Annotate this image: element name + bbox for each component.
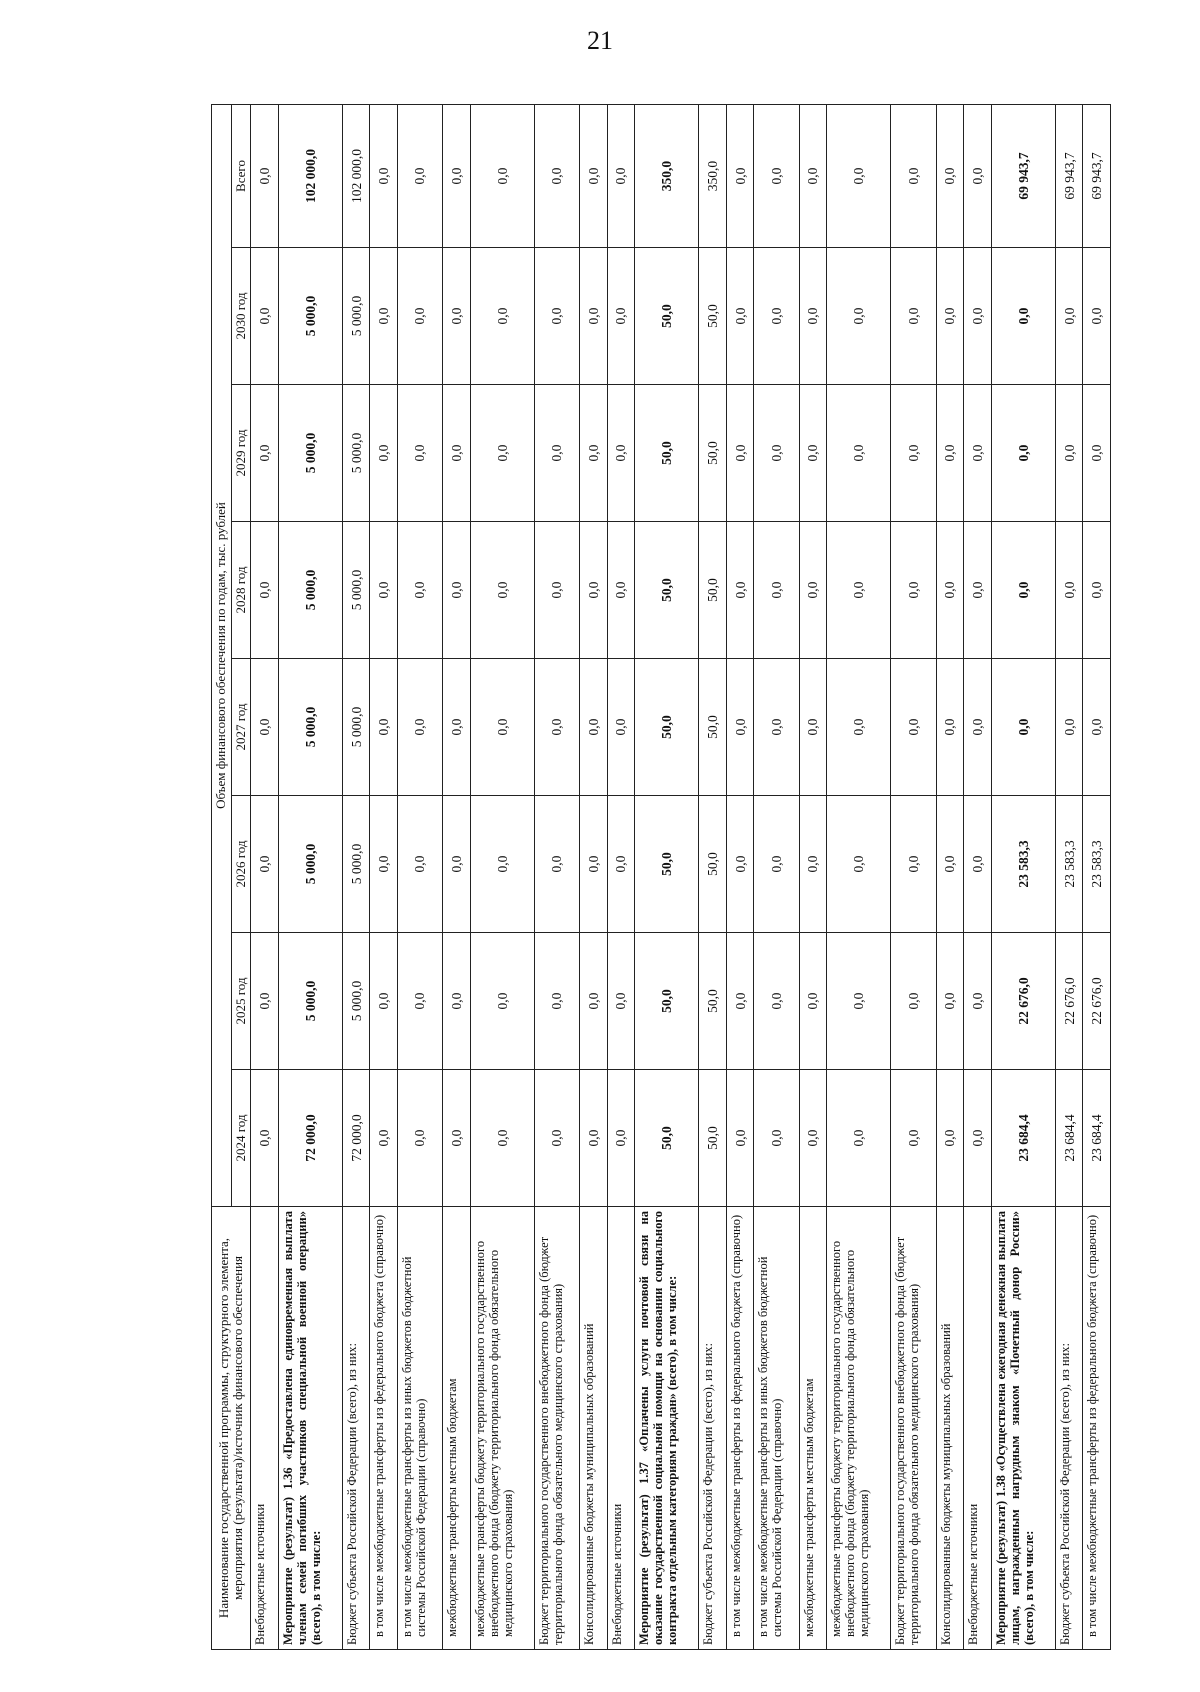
row-value-cell: 0,0 [891, 385, 936, 522]
row-value-cell: 0,0 [534, 104, 579, 247]
row-value-cell: 0,0 [726, 796, 754, 933]
row-value-cell: 0,0 [397, 659, 442, 796]
row-name-cell: в том числе межбюджетные трансферты из иных бюджетов бюджетной системы Российской Федерации (справочно) [754, 1207, 799, 1650]
row-value-cell: 0,0 [827, 1070, 891, 1207]
row-value-cell: 0,0 [580, 522, 608, 659]
row-value-cell: 0,0 [580, 659, 608, 796]
row-value-cell: 0,0 [470, 796, 534, 933]
row-value-cell: 0,0 [799, 933, 827, 1070]
row-value-cell: 0,0 [534, 796, 579, 933]
row-value-cell: 0,0 [470, 248, 534, 385]
row-value-cell: 0,0 [470, 522, 534, 659]
row-value-cell: 0,0 [580, 1070, 608, 1207]
header-year-5: 2029 год [231, 385, 251, 522]
row-value-cell: 0,0 [964, 522, 992, 659]
row-value-cell: 0,0 [443, 104, 471, 247]
row-value-cell: 50,0 [635, 796, 699, 933]
table-row [397, 104, 442, 1649]
row-name-cell: в том числе межбюджетные трансферты из иных бюджетов бюджетной системы Российской Федерации (справочно) [397, 1207, 442, 1650]
row-value-cell: 0,0 [370, 248, 398, 385]
row-name-cell: Внебюджетные источники [607, 1207, 635, 1650]
row-value-cell: 0,0 [726, 522, 754, 659]
row-value-cell: 5 000,0 [342, 385, 370, 522]
row-value-cell: 22 676,0 [1055, 933, 1083, 1070]
row-value-cell: 0,0 [397, 1070, 442, 1207]
financing-table [211, 104, 1111, 1650]
row-value-cell: 0,0 [936, 248, 964, 385]
row-value-cell: 0,0 [1083, 248, 1111, 385]
table-row [1055, 104, 1083, 1649]
row-value-cell: 102 000,0 [342, 104, 370, 247]
row-value-cell: 0,0 [827, 522, 891, 659]
row-value-cell: 23 583,3 [1083, 796, 1111, 933]
row-value-cell: 0,0 [936, 796, 964, 933]
row-value-cell: 0,0 [534, 522, 579, 659]
header-year-0: 2024 год [231, 1070, 251, 1207]
row-value-cell: 0,0 [936, 104, 964, 247]
row-value-cell: 23 583,3 [1055, 796, 1083, 933]
row-name-cell: в том числе межбюджетные трансферты из федерального бюджета (справочно) [1083, 1207, 1111, 1650]
row-value-cell: 0,0 [251, 796, 279, 933]
row-value-cell: 0,0 [251, 933, 279, 1070]
row-value-cell: 69 943,7 [991, 104, 1055, 247]
row-value-cell: 0,0 [754, 659, 799, 796]
row-value-cell: 0,0 [470, 104, 534, 247]
row-value-cell: 0,0 [891, 104, 936, 247]
row-value-cell: 0,0 [827, 385, 891, 522]
row-value-cell: 0,0 [964, 659, 992, 796]
row-value-cell: 0,0 [443, 1070, 471, 1207]
table-row [580, 104, 608, 1649]
row-value-cell: 0,0 [470, 385, 534, 522]
row-value-cell: 5 000,0 [278, 796, 342, 933]
row-value-cell: 0,0 [607, 933, 635, 1070]
row-value-cell: 0,0 [936, 933, 964, 1070]
row-value-cell: 69 943,7 [1083, 104, 1111, 247]
table-row [964, 104, 992, 1649]
row-value-cell: 0,0 [799, 104, 827, 247]
row-value-cell: 0,0 [1055, 522, 1083, 659]
row-value-cell: 0,0 [936, 1070, 964, 1207]
header-year-7: Всего [231, 104, 251, 247]
row-value-cell: 0,0 [251, 659, 279, 796]
header-year-2: 2026 год [231, 796, 251, 933]
table-row [991, 104, 1055, 1649]
row-value-cell: 0,0 [1083, 659, 1111, 796]
row-value-cell: 5 000,0 [342, 659, 370, 796]
row-value-cell: 0,0 [799, 522, 827, 659]
row-value-cell: 0,0 [726, 1070, 754, 1207]
row-value-cell: 5 000,0 [342, 522, 370, 659]
row-value-cell: 5 000,0 [278, 248, 342, 385]
row-value-cell: 0,0 [754, 522, 799, 659]
row-value-cell: 0,0 [607, 1070, 635, 1207]
row-value-cell: 0,0 [251, 248, 279, 385]
row-value-cell: 0,0 [607, 659, 635, 796]
row-value-cell: 50,0 [699, 796, 727, 933]
row-value-cell: 0,0 [397, 933, 442, 1070]
row-name-cell: Мероприятие (результат) 1.37 «Оплачены услуги почтовой связи на оказание государственной социальной помощи на основании социального контракта отдельным категориям граждан» (всего), в том числе: [635, 1207, 699, 1650]
row-value-cell: 50,0 [699, 1070, 727, 1207]
row-value-cell: 5 000,0 [278, 522, 342, 659]
row-name-cell: Бюджет субъекта Российской Федерации (всего), из них: [1055, 1207, 1083, 1650]
table-row [342, 104, 370, 1649]
row-value-cell: 23 684,4 [1055, 1070, 1083, 1207]
row-value-cell: 50,0 [699, 248, 727, 385]
row-value-cell: 0,0 [754, 385, 799, 522]
rotated-table-frame [211, 105, 1111, 1650]
table-row [251, 104, 279, 1649]
row-value-cell: 0,0 [726, 659, 754, 796]
table-row [799, 104, 827, 1649]
row-value-cell: 0,0 [754, 104, 799, 247]
row-value-cell: 0,0 [726, 248, 754, 385]
row-value-cell: 0,0 [754, 933, 799, 1070]
table-row [1083, 104, 1111, 1649]
row-value-cell: 50,0 [635, 659, 699, 796]
row-value-cell: 0,0 [936, 385, 964, 522]
row-value-cell: 0,0 [607, 796, 635, 933]
table-row [443, 104, 471, 1649]
row-value-cell: 0,0 [370, 796, 398, 933]
row-value-cell: 0,0 [580, 933, 608, 1070]
table-row [699, 104, 727, 1649]
row-value-cell: 5 000,0 [278, 659, 342, 796]
header-year-4: 2028 год [231, 522, 251, 659]
row-value-cell: 0,0 [991, 659, 1055, 796]
row-value-cell: 0,0 [370, 385, 398, 522]
row-value-cell: 5 000,0 [278, 933, 342, 1070]
row-name-cell: межбюджетные трансферты местным бюджетам [799, 1207, 827, 1650]
row-value-cell: 0,0 [936, 659, 964, 796]
row-value-cell: 5 000,0 [342, 933, 370, 1070]
row-value-cell: 0,0 [607, 385, 635, 522]
row-value-cell: 50,0 [699, 522, 727, 659]
row-value-cell: 69 943,7 [1055, 104, 1083, 247]
row-name-cell: Внебюджетные источники [964, 1207, 992, 1650]
row-value-cell: 0,0 [251, 104, 279, 247]
row-value-cell: 0,0 [891, 248, 936, 385]
row-value-cell: 0,0 [370, 1070, 398, 1207]
page-number: 21 [587, 26, 613, 55]
row-value-cell: 0,0 [964, 385, 992, 522]
row-value-cell: 0,0 [580, 385, 608, 522]
row-value-cell: 23 684,4 [1083, 1070, 1111, 1207]
row-value-cell: 0,0 [891, 659, 936, 796]
row-name-cell: межбюджетные трансферты местным бюджетам [443, 1207, 471, 1650]
row-value-cell: 0,0 [370, 522, 398, 659]
row-value-cell: 0,0 [1083, 385, 1111, 522]
row-value-cell: 0,0 [891, 933, 936, 1070]
row-value-cell: 0,0 [607, 522, 635, 659]
row-value-cell: 0,0 [1055, 385, 1083, 522]
row-value-cell: 0,0 [534, 659, 579, 796]
row-value-cell: 5 000,0 [342, 248, 370, 385]
row-value-cell: 0,0 [799, 248, 827, 385]
table-row [754, 104, 799, 1649]
header-year-6: 2030 год [231, 248, 251, 385]
table-row [370, 104, 398, 1649]
row-value-cell: 0,0 [534, 248, 579, 385]
header-volume-group: Объем финансового обеспечения по годам, тыс. рублей [212, 104, 232, 1206]
table-row [827, 104, 891, 1649]
row-name-cell: межбюджетные трансферты бюджету территориального государственного внебюджетного фонда (бюджету территориального фонда обязательного медицинского страхования) [470, 1207, 534, 1650]
row-value-cell: 0,0 [470, 1070, 534, 1207]
row-value-cell: 0,0 [827, 796, 891, 933]
row-value-cell: 0,0 [370, 104, 398, 247]
row-value-cell: 0,0 [397, 385, 442, 522]
table-row [635, 104, 699, 1649]
row-value-cell: 0,0 [964, 104, 992, 247]
row-value-cell: 0,0 [827, 248, 891, 385]
row-value-cell: 0,0 [1055, 659, 1083, 796]
table-row [891, 104, 936, 1649]
row-value-cell: 102 000,0 [278, 104, 342, 247]
row-value-cell: 50,0 [635, 1070, 699, 1207]
row-value-cell: 0,0 [991, 385, 1055, 522]
row-value-cell: 23 684,4 [991, 1070, 1055, 1207]
row-value-cell: 0,0 [580, 248, 608, 385]
table-row [470, 104, 534, 1649]
header-year-1: 2025 год [231, 933, 251, 1070]
row-value-cell: 0,0 [607, 104, 635, 247]
row-value-cell: 50,0 [635, 522, 699, 659]
row-value-cell: 0,0 [891, 1070, 936, 1207]
row-name-cell: межбюджетные трансферты бюджету территориального государственного внебюджетного фонда (бюджету территориального фонда обязательного медицинского страхования) [827, 1207, 891, 1650]
row-value-cell: 0,0 [443, 248, 471, 385]
row-value-cell: 0,0 [251, 522, 279, 659]
row-value-cell: 0,0 [799, 796, 827, 933]
row-name-cell: Консолидированные бюджеты муниципальных образований [580, 1207, 608, 1650]
row-value-cell: 72 000,0 [342, 1070, 370, 1207]
row-value-cell: 0,0 [1083, 522, 1111, 659]
row-value-cell: 0,0 [754, 796, 799, 933]
row-value-cell: 0,0 [397, 104, 442, 247]
row-name-cell: в том числе межбюджетные трансферты из федерального бюджета (справочно) [726, 1207, 754, 1650]
row-value-cell: 0,0 [754, 248, 799, 385]
table-row [936, 104, 964, 1649]
header-name-column: Наименование государственной программы, структурного элемента, мероприятия (результата)/источник финансового обеспечения [212, 1207, 251, 1650]
table-row [278, 104, 342, 1649]
row-value-cell: 23 583,3 [991, 796, 1055, 933]
row-value-cell: 0,0 [964, 933, 992, 1070]
row-name-cell: в том числе межбюджетные трансферты из федерального бюджета (справочно) [370, 1207, 398, 1650]
row-value-cell: 0,0 [251, 385, 279, 522]
row-name-cell: Бюджет субъекта Российской Федерации (всего), из них: [342, 1207, 370, 1650]
row-value-cell: 350,0 [635, 104, 699, 247]
row-value-cell: 50,0 [699, 659, 727, 796]
row-value-cell: 0,0 [991, 522, 1055, 659]
row-value-cell: 0,0 [726, 933, 754, 1070]
header-year-3: 2027 год [231, 659, 251, 796]
row-name-cell: Бюджет субъекта Российской Федерации (всего), из них: [699, 1207, 727, 1650]
row-value-cell: 0,0 [726, 385, 754, 522]
row-name-cell: Внебюджетные источники [251, 1207, 279, 1650]
row-value-cell: 0,0 [827, 659, 891, 796]
row-value-cell: 0,0 [397, 248, 442, 385]
row-value-cell: 0,0 [370, 933, 398, 1070]
row-name-cell: Бюджет территориального государственного внебюджетного фонда (бюджет территориального фонда обязательного медицинского страхования) [534, 1207, 579, 1650]
row-value-cell: 0,0 [964, 796, 992, 933]
row-value-cell: 0,0 [443, 522, 471, 659]
row-value-cell: 0,0 [443, 933, 471, 1070]
row-value-cell: 0,0 [443, 659, 471, 796]
row-value-cell: 50,0 [635, 385, 699, 522]
row-value-cell: 0,0 [397, 522, 442, 659]
table-row [607, 104, 635, 1649]
row-value-cell: 0,0 [726, 104, 754, 247]
row-value-cell: 0,0 [607, 248, 635, 385]
row-value-cell: 0,0 [799, 385, 827, 522]
row-value-cell: 0,0 [534, 1070, 579, 1207]
row-value-cell: 0,0 [470, 933, 534, 1070]
row-name-cell: Мероприятие (результат) 1.36 «Предоставлена единовременная выплата членам семей погибших участников специальной военной операции» (всего), в том числе: [278, 1207, 342, 1650]
row-value-cell: 0,0 [443, 796, 471, 933]
row-value-cell: 0,0 [799, 659, 827, 796]
row-value-cell: 50,0 [699, 385, 727, 522]
row-value-cell: 0,0 [251, 1070, 279, 1207]
row-value-cell: 0,0 [827, 104, 891, 247]
row-value-cell: 22 676,0 [991, 933, 1055, 1070]
row-value-cell: 0,0 [534, 385, 579, 522]
row-value-cell: 0,0 [964, 1070, 992, 1207]
row-value-cell: 50,0 [699, 933, 727, 1070]
row-value-cell: 50,0 [635, 248, 699, 385]
row-value-cell: 0,0 [799, 1070, 827, 1207]
row-value-cell: 0,0 [370, 659, 398, 796]
row-value-cell: 0,0 [470, 659, 534, 796]
row-value-cell: 5 000,0 [278, 385, 342, 522]
row-value-cell: 0,0 [1055, 248, 1083, 385]
row-value-cell: 0,0 [991, 248, 1055, 385]
row-name-cell: Мероприятие (результат) 1.38 «Осуществлена ежегодная денежная выплата лицам, награжденным нагрудным знаком «Почетный донор России» (всего), в том числе: [991, 1207, 1055, 1650]
row-value-cell: 0,0 [580, 796, 608, 933]
row-value-cell: 0,0 [936, 522, 964, 659]
row-value-cell: 0,0 [964, 248, 992, 385]
row-value-cell: 350,0 [699, 104, 727, 247]
row-value-cell: 0,0 [580, 104, 608, 247]
row-value-cell: 0,0 [891, 796, 936, 933]
table-row [726, 104, 754, 1649]
row-name-cell: Бюджет территориального государственного внебюджетного фонда (бюджет территориального фонда обязательного медицинского страхования) [891, 1207, 936, 1650]
row-value-cell: 0,0 [754, 1070, 799, 1207]
row-value-cell: 50,0 [635, 933, 699, 1070]
row-value-cell: 0,0 [534, 933, 579, 1070]
rotated-table-wrapper [211, 105, 1111, 1650]
row-value-cell: 0,0 [443, 385, 471, 522]
row-value-cell: 0,0 [397, 796, 442, 933]
row-name-cell: Консолидированные бюджеты муниципальных образований [936, 1207, 964, 1650]
row-value-cell: 72 000,0 [278, 1070, 342, 1207]
row-value-cell: 5 000,0 [342, 796, 370, 933]
table-row [534, 104, 579, 1649]
row-value-cell: 22 676,0 [1083, 933, 1111, 1070]
row-value-cell: 0,0 [827, 933, 891, 1070]
table-header [212, 104, 251, 1649]
table-body [251, 104, 1111, 1649]
row-value-cell: 0,0 [891, 522, 936, 659]
